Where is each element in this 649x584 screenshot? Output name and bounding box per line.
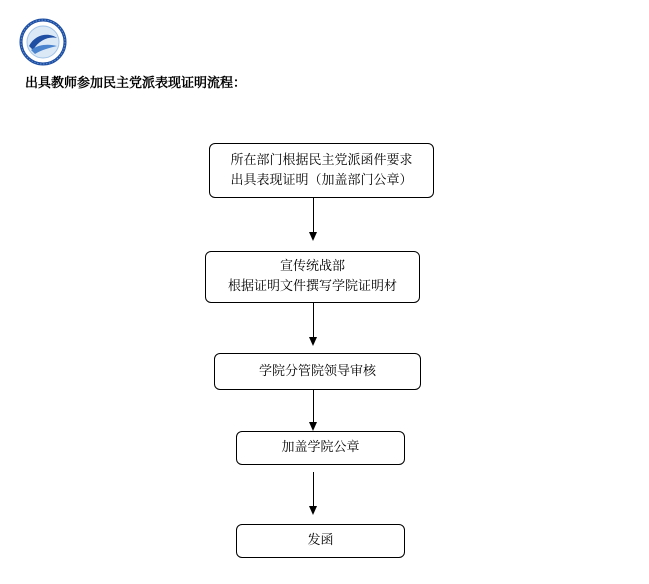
flow-step-2-line-1: 宣传统战部 (279, 259, 345, 274)
page-title: 出具教师参加民主党派表现证明流程： (25, 76, 247, 91)
flow-step-5 (236, 524, 405, 558)
flow-arrow-3 (309, 390, 318, 431)
flow-step-3 (214, 353, 421, 390)
flow-step-2-line-2: 根据证明文件撰写学院证明材 (227, 279, 397, 294)
flow-step-4-line-1: 加盖学院公章 (281, 440, 360, 455)
flow-step-1-line-1: 所在部门根据民主党派函件要求 (230, 152, 413, 168)
flow-step-1 (209, 143, 434, 198)
flow-step-1-line-2: 出具表现证明（加盖部门公章） (230, 172, 413, 188)
logo-emblem-icon (19, 18, 67, 66)
flow-step-4 (236, 431, 405, 465)
institution-logo (19, 18, 67, 66)
flow-arrow-4 (309, 472, 318, 515)
flow-step-2 (205, 251, 420, 303)
flow-step-3-line-1: 学院分管院领导审核 (258, 363, 376, 379)
flow-arrow-1 (309, 198, 318, 241)
flow-step-5-line-1: 发函 (307, 533, 334, 548)
flow-arrow-2 (309, 303, 318, 346)
